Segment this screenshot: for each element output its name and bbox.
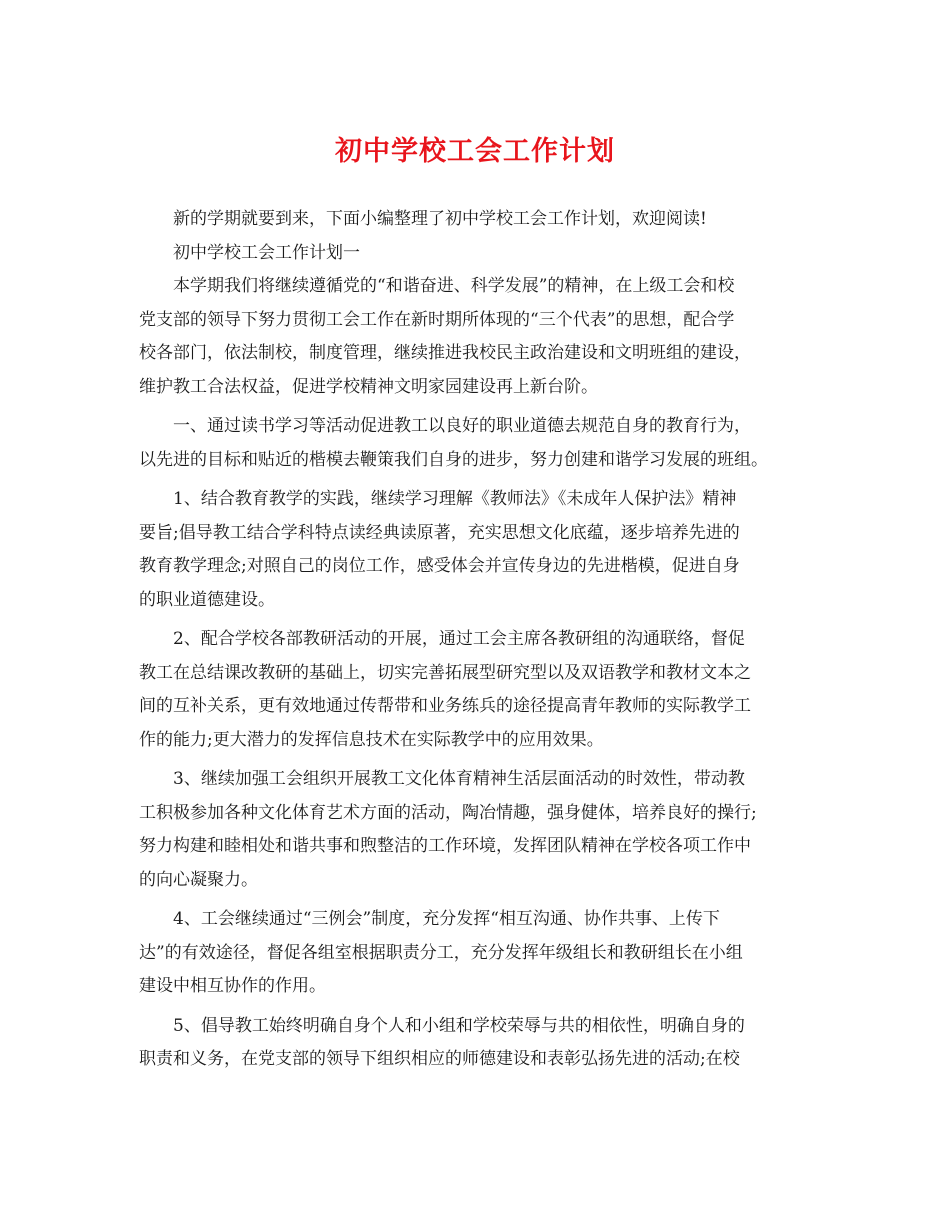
paragraph-line: 以先进的目标和贴近的楷模去鞭策我们自身的进步，努力创建和谐学习发展的班组。 [139,449,768,470]
paragraph-line: 达”的有效途径，督促各组室根据职责分工，充分发挥年级组长和教研组长在小组 [139,942,743,963]
intro-line: 新的学期就要到来，下面小编整理了初中学校工会工作计划，欢迎阅读! [173,209,707,229]
paragraph-line: 维护教工合法权益，促进学校精神文明家园建设再上新台阶。 [139,376,598,397]
paragraph-line: 本学期我们将继续遵循党的“和谐奋进、科学发展”的精神，在上级工会和校 [173,276,735,296]
section-heading: 初中学校工会工作计划一 [173,242,360,263]
paragraph-line: 间的互补关系，更有效地通过传帮带和业务练兵的途径提高青年教师的实际教学工 [139,696,751,716]
paragraph-line: 建设中相互协作的作用。 [139,976,326,996]
document-body [139,203,809,1077]
document-title: 初中学校工会工作计划 [335,136,615,167]
paragraph-line: 教育教学理念;对照自己的岗位工作，感受体会并宣传身边的先进楷模，促进自身 [139,556,740,576]
paragraph-line: 要旨;倡导教工结合学科特点读经典读原著，充实思想文化底蕴，逐步培养先进的 [139,522,740,543]
paragraph-line: 努力构建和睦相处和谐共事和煦整洁的工作环境，发挥团队精神在学校各项工作中 [139,836,751,856]
paragraph-line: 职责和义务，在党支部的领导下组织相应的师德建设和表彰弘扬先进的活动;在校 [139,1049,740,1069]
paragraph-line: 3、继续加强工会组织开展教工文化体育精神生活层面活动的时效性，带动教 [173,769,745,789]
paragraph-line: 作的能力;更大潜力的发挥信息技术在实际教学中的应用效果。 [139,729,604,750]
paragraph-line: 的向心凝聚力。 [139,869,258,890]
paragraph-line: 教工在总结课改教研的基础上，切实完善拓展型研究型以及双语教学和教材文本之 [139,662,751,683]
paragraph-line: 一、通过读书学习等活动促进教工以良好的职业道德去规范自身的教育行为， [173,416,751,436]
paragraph-line: 1、结合教育教学的实践，继续学习理解《教师法》《未成年人保护法》精神 [173,489,737,509]
paragraph-line: 5、倡导教工始终明确自身个人和小组和学校荣辱与共的相依性，明确自身的 [173,1015,745,1036]
paragraph-line: 校各部门，依法制校，制度管理，继续推进我校民主政治建设和文明班组的建设， [139,343,751,363]
paragraph-line: 4、工会继续通过“三例会”制度，充分发挥“相互沟通、协作共事、上传下 [173,909,720,929]
paragraph-line: 工积极参加各种文化体育艺术方面的活动，陶冶情趣，强身健体，培养良好的操行; [139,802,757,823]
paragraph-line: 的职业道德建设。 [139,589,275,610]
paragraph-line: 党支部的领导下努力贯彻工会工作在新时期所体现的“三个代表”的思想，配合学 [139,309,735,330]
paragraph-line: 2、配合学校各部教研活动的开展，通过工会主席各教研组的沟通联络，督促 [173,629,745,649]
